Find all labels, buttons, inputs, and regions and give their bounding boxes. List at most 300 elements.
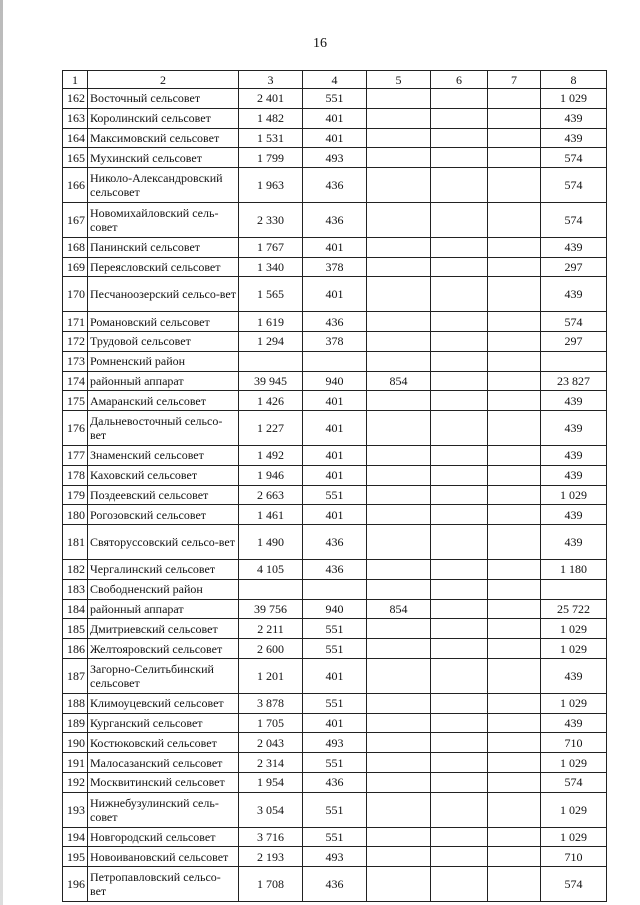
name-cell: Романовский сельсовет [88, 312, 239, 332]
row-number-cell: 174 [63, 371, 88, 391]
col8-cell: 710 [541, 847, 607, 867]
col8-cell: 574 [541, 772, 607, 792]
col3-cell: 1 492 [239, 445, 303, 465]
col3-cell: 2 314 [239, 753, 303, 773]
col4-cell: 436 [303, 867, 367, 902]
col7-cell [488, 312, 541, 332]
col4-cell: 401 [303, 108, 367, 128]
col3-cell: 2 663 [239, 485, 303, 505]
name-cell: Малосазанский сельсовет [88, 753, 239, 773]
col6-cell [431, 658, 488, 693]
col3-cell: 1 294 [239, 331, 303, 351]
col5-cell [367, 445, 431, 465]
col5-cell [367, 733, 431, 753]
row-number-cell: 175 [63, 391, 88, 411]
row-number-cell: 181 [63, 525, 88, 560]
col5-cell [367, 351, 431, 371]
table-row [63, 148, 607, 168]
col7-cell [488, 579, 541, 599]
table-row [63, 505, 607, 525]
col3-cell: 1 490 [239, 525, 303, 560]
col7-cell [488, 847, 541, 867]
table-row [63, 202, 607, 237]
header-row [63, 71, 607, 89]
table-row [63, 108, 607, 128]
col5-cell [367, 148, 431, 168]
header-cell: 4 [303, 71, 367, 89]
col5-cell [367, 713, 431, 733]
col5-cell [367, 411, 431, 446]
col7-cell [488, 371, 541, 391]
col5-cell [367, 792, 431, 827]
col6-cell [431, 351, 488, 371]
col6-cell [431, 619, 488, 639]
row-number-cell: 190 [63, 733, 88, 753]
header-cell: 2 [88, 71, 239, 89]
data-table [62, 70, 607, 902]
col3-cell: 1 954 [239, 772, 303, 792]
table-row [63, 371, 607, 391]
col3-cell: 2 330 [239, 202, 303, 237]
col4-cell: 940 [303, 599, 367, 619]
col5-cell [367, 619, 431, 639]
col5-cell [367, 168, 431, 203]
col6-cell [431, 465, 488, 485]
col7-cell [488, 465, 541, 485]
col7-cell [488, 445, 541, 465]
col8-cell: 439 [541, 237, 607, 257]
col6-cell [431, 89, 488, 109]
name-cell: Рогозовский сельсовет [88, 505, 239, 525]
header-cell: 8 [541, 71, 607, 89]
col3-cell: 1 799 [239, 148, 303, 168]
col7-cell [488, 108, 541, 128]
col5-cell [367, 639, 431, 659]
col6-cell [431, 331, 488, 351]
col3-cell: 39 945 [239, 371, 303, 391]
table-row [63, 693, 607, 713]
name-cell: Костюковский сельсовет [88, 733, 239, 753]
name-cell: Москвитинский сельсовет [88, 772, 239, 792]
row-number-cell: 194 [63, 827, 88, 847]
col5-cell [367, 753, 431, 773]
col6-cell [431, 639, 488, 659]
col5-cell [367, 257, 431, 277]
table-row [63, 772, 607, 792]
col7-cell [488, 792, 541, 827]
col5-cell [367, 128, 431, 148]
col3-cell: 3 878 [239, 693, 303, 713]
name-cell: Нижнебузулинский сель-совет [88, 792, 239, 827]
col7-cell [488, 639, 541, 659]
col3-cell: 1 705 [239, 713, 303, 733]
col6-cell [431, 847, 488, 867]
col7-cell [488, 658, 541, 693]
table-row [63, 168, 607, 203]
col3-cell: 2 043 [239, 733, 303, 753]
col7-cell [488, 867, 541, 902]
district-header-row [63, 351, 607, 371]
row-number-cell: 163 [63, 108, 88, 128]
col8-cell: 25 722 [541, 599, 607, 619]
col6-cell [431, 827, 488, 847]
col7-cell [488, 772, 541, 792]
col8-cell: 1 029 [541, 792, 607, 827]
district-header-row [63, 579, 607, 599]
row-number-cell: 186 [63, 639, 88, 659]
table-row [63, 485, 607, 505]
name-cell: Панинский сельсовет [88, 237, 239, 257]
row-number-cell: 179 [63, 485, 88, 505]
col8-cell: 439 [541, 505, 607, 525]
col7-cell [488, 753, 541, 773]
name-cell: Святоруссовский сельсо-вет [88, 525, 239, 560]
col7-cell [488, 89, 541, 109]
table-row [63, 465, 607, 485]
col4-cell: 551 [303, 619, 367, 639]
col6-cell [431, 713, 488, 733]
col3-cell: 3 054 [239, 792, 303, 827]
name-cell: Петропавловский сельсо-вет [88, 867, 239, 902]
table-row [63, 619, 607, 639]
col6-cell [431, 148, 488, 168]
col4-cell: 401 [303, 237, 367, 257]
col7-cell [488, 351, 541, 371]
col3-cell: 1 708 [239, 867, 303, 902]
col7-cell [488, 277, 541, 312]
col8-cell: 574 [541, 148, 607, 168]
row-number-cell: 166 [63, 168, 88, 203]
col7-cell [488, 202, 541, 237]
col5-cell [367, 847, 431, 867]
col6-cell [431, 128, 488, 148]
row-number-cell: 169 [63, 257, 88, 277]
col4-cell: 493 [303, 733, 367, 753]
row-number-cell: 170 [63, 277, 88, 312]
name-cell: Королинский сельсовет [88, 108, 239, 128]
row-number-cell: 167 [63, 202, 88, 237]
row-number-cell: 182 [63, 559, 88, 579]
col5-cell [367, 277, 431, 312]
name-cell: Каховский сельсовет [88, 465, 239, 485]
row-number-cell: 196 [63, 867, 88, 902]
row-number-cell: 162 [63, 89, 88, 109]
col8-cell: 1 029 [541, 753, 607, 773]
table-row [63, 599, 607, 619]
name-cell: Свободненский район [88, 579, 239, 599]
row-number-cell: 177 [63, 445, 88, 465]
col3-cell: 1 482 [239, 108, 303, 128]
row-number-cell: 164 [63, 128, 88, 148]
col7-cell [488, 733, 541, 753]
col4-cell: 401 [303, 411, 367, 446]
col5-cell [367, 465, 431, 485]
name-cell: Новоивановский сельсовет [88, 847, 239, 867]
col8-cell: 23 827 [541, 371, 607, 391]
col8-cell: 439 [541, 445, 607, 465]
col8-cell: 439 [541, 658, 607, 693]
col5-cell [367, 202, 431, 237]
table-row [63, 411, 607, 446]
row-number-cell: 188 [63, 693, 88, 713]
name-cell: Загорно-Селитьбинский сельсовет [88, 658, 239, 693]
col3-cell: 1 340 [239, 257, 303, 277]
col5-cell [367, 525, 431, 560]
col3-cell [239, 579, 303, 599]
name-cell: районный аппарат [88, 371, 239, 391]
col8-cell: 297 [541, 331, 607, 351]
name-cell: Климоуцевский сельсовет [88, 693, 239, 713]
col3-cell: 2 401 [239, 89, 303, 109]
name-cell: Амаранский сельсовет [88, 391, 239, 411]
name-cell: Дмитриевский сельсовет [88, 619, 239, 639]
row-number-cell: 173 [63, 351, 88, 371]
col6-cell [431, 237, 488, 257]
row-number-cell: 183 [63, 579, 88, 599]
col7-cell [488, 391, 541, 411]
col8-cell: 1 180 [541, 559, 607, 579]
col4-cell: 493 [303, 847, 367, 867]
col4-cell: 401 [303, 465, 367, 485]
col3-cell: 1 227 [239, 411, 303, 446]
row-number-cell: 184 [63, 599, 88, 619]
name-cell: Ромненский район [88, 351, 239, 371]
row-number-cell: 193 [63, 792, 88, 827]
col4-cell: 401 [303, 658, 367, 693]
col8-cell [541, 579, 607, 599]
col4-cell: 940 [303, 371, 367, 391]
col4-cell: 436 [303, 559, 367, 579]
col7-cell [488, 148, 541, 168]
col5-cell [367, 485, 431, 505]
col8-cell: 297 [541, 257, 607, 277]
table-row [63, 277, 607, 312]
col6-cell [431, 693, 488, 713]
name-cell: Новомихайловский сель-совет [88, 202, 239, 237]
col5-cell [367, 505, 431, 525]
col4-cell: 436 [303, 168, 367, 203]
col8-cell: 439 [541, 108, 607, 128]
col7-cell [488, 619, 541, 639]
col6-cell [431, 559, 488, 579]
row-number-cell: 189 [63, 713, 88, 733]
col7-cell [488, 525, 541, 560]
row-number-cell: 192 [63, 772, 88, 792]
col3-cell: 1 963 [239, 168, 303, 203]
name-cell: Восточный сельсовет [88, 89, 239, 109]
col5-cell [367, 331, 431, 351]
col6-cell [431, 753, 488, 773]
col3-cell: 39 756 [239, 599, 303, 619]
col6-cell [431, 792, 488, 827]
name-cell: районный аппарат [88, 599, 239, 619]
col5-cell [367, 312, 431, 332]
col8-cell: 1 029 [541, 827, 607, 847]
col4-cell: 436 [303, 772, 367, 792]
col4-cell: 401 [303, 128, 367, 148]
col4-cell: 551 [303, 89, 367, 109]
col7-cell [488, 827, 541, 847]
col8-cell: 574 [541, 312, 607, 332]
col4-cell: 401 [303, 391, 367, 411]
col7-cell [488, 559, 541, 579]
col6-cell [431, 733, 488, 753]
col5-cell: 854 [367, 599, 431, 619]
header-cell: 1 [63, 71, 88, 89]
row-number-cell: 180 [63, 505, 88, 525]
header-cell: 3 [239, 71, 303, 89]
table-body [63, 89, 607, 902]
col5-cell [367, 391, 431, 411]
col6-cell [431, 411, 488, 446]
row-number-cell: 178 [63, 465, 88, 485]
col3-cell: 1 461 [239, 505, 303, 525]
col8-cell: 439 [541, 465, 607, 485]
col4-cell: 551 [303, 639, 367, 659]
col7-cell [488, 331, 541, 351]
col3-cell: 3 716 [239, 827, 303, 847]
col8-cell: 439 [541, 277, 607, 312]
name-cell: Дальневосточный сельсо-вет [88, 411, 239, 446]
row-number-cell: 168 [63, 237, 88, 257]
row-number-cell: 185 [63, 619, 88, 639]
table-row [63, 237, 607, 257]
name-cell: Знаменский сельсовет [88, 445, 239, 465]
name-cell: Николо-Александровский сельсовет [88, 168, 239, 203]
col4-cell: 436 [303, 525, 367, 560]
col3-cell: 1 767 [239, 237, 303, 257]
col3-cell [239, 351, 303, 371]
col7-cell [488, 411, 541, 446]
col8-cell: 1 029 [541, 485, 607, 505]
table-row [63, 827, 607, 847]
col3-cell: 1 201 [239, 658, 303, 693]
table-row [63, 713, 607, 733]
table-row [63, 792, 607, 827]
header-cell: 6 [431, 71, 488, 89]
col3-cell: 2 193 [239, 847, 303, 867]
table-row [63, 331, 607, 351]
row-number-cell: 171 [63, 312, 88, 332]
col8-cell: 439 [541, 128, 607, 148]
name-cell: Курганский сельсовет [88, 713, 239, 733]
row-number-cell: 165 [63, 148, 88, 168]
col6-cell [431, 202, 488, 237]
col8-cell: 439 [541, 713, 607, 733]
table-row [63, 128, 607, 148]
name-cell: Максимовский сельсовет [88, 128, 239, 148]
col7-cell [488, 713, 541, 733]
col6-cell [431, 312, 488, 332]
col6-cell [431, 168, 488, 203]
col8-cell: 1 029 [541, 639, 607, 659]
col3-cell: 1 565 [239, 277, 303, 312]
table-row [63, 658, 607, 693]
col4-cell: 551 [303, 792, 367, 827]
col6-cell [431, 371, 488, 391]
col7-cell [488, 485, 541, 505]
name-cell: Песчаноозерский сельсо-вет [88, 277, 239, 312]
col7-cell [488, 237, 541, 257]
col4-cell: 401 [303, 445, 367, 465]
col5-cell: 854 [367, 371, 431, 391]
col4-cell: 401 [303, 505, 367, 525]
col3-cell: 1 619 [239, 312, 303, 332]
col8-cell: 439 [541, 391, 607, 411]
col5-cell [367, 108, 431, 128]
col4-cell: 436 [303, 312, 367, 332]
col5-cell [367, 658, 431, 693]
col4-cell: 551 [303, 485, 367, 505]
row-number-cell: 187 [63, 658, 88, 693]
col7-cell [488, 257, 541, 277]
col7-cell [488, 693, 541, 713]
col5-cell [367, 559, 431, 579]
col6-cell [431, 599, 488, 619]
col8-cell [541, 351, 607, 371]
name-cell: Трудовой сельсовет [88, 331, 239, 351]
table-row [63, 753, 607, 773]
page-number: 16 [313, 36, 327, 51]
col8-cell: 710 [541, 733, 607, 753]
col8-cell: 574 [541, 867, 607, 902]
table-row [63, 847, 607, 867]
col8-cell: 439 [541, 525, 607, 560]
col6-cell [431, 108, 488, 128]
table-row [63, 445, 607, 465]
col4-cell: 551 [303, 827, 367, 847]
col4-cell: 401 [303, 277, 367, 312]
col6-cell [431, 485, 488, 505]
row-number-cell: 191 [63, 753, 88, 773]
col6-cell [431, 772, 488, 792]
table-row [63, 639, 607, 659]
table-row [63, 391, 607, 411]
col8-cell: 574 [541, 202, 607, 237]
col4-cell [303, 579, 367, 599]
col8-cell: 1 029 [541, 89, 607, 109]
col5-cell [367, 693, 431, 713]
col6-cell [431, 867, 488, 902]
col8-cell: 574 [541, 168, 607, 203]
col6-cell [431, 445, 488, 465]
col7-cell [488, 168, 541, 203]
col4-cell: 551 [303, 753, 367, 773]
col3-cell: 2 600 [239, 639, 303, 659]
table-row [63, 733, 607, 753]
table-row [63, 312, 607, 332]
col4-cell: 401 [303, 713, 367, 733]
name-cell: Поздеевский сельсовет [88, 485, 239, 505]
table-row [63, 525, 607, 560]
col5-cell [367, 579, 431, 599]
col5-cell [367, 89, 431, 109]
name-cell: Мухинский сельсовет [88, 148, 239, 168]
name-cell: Чергалинский сельсовет [88, 559, 239, 579]
col4-cell: 378 [303, 257, 367, 277]
col7-cell [488, 505, 541, 525]
col8-cell: 1 029 [541, 693, 607, 713]
col3-cell: 2 211 [239, 619, 303, 639]
col4-cell: 436 [303, 202, 367, 237]
table-row [63, 867, 607, 902]
col6-cell [431, 391, 488, 411]
name-cell: Желтояровский сельсовет [88, 639, 239, 659]
table-row [63, 257, 607, 277]
scan-edge [0, 0, 3, 905]
col3-cell: 1 531 [239, 128, 303, 148]
col5-cell [367, 867, 431, 902]
